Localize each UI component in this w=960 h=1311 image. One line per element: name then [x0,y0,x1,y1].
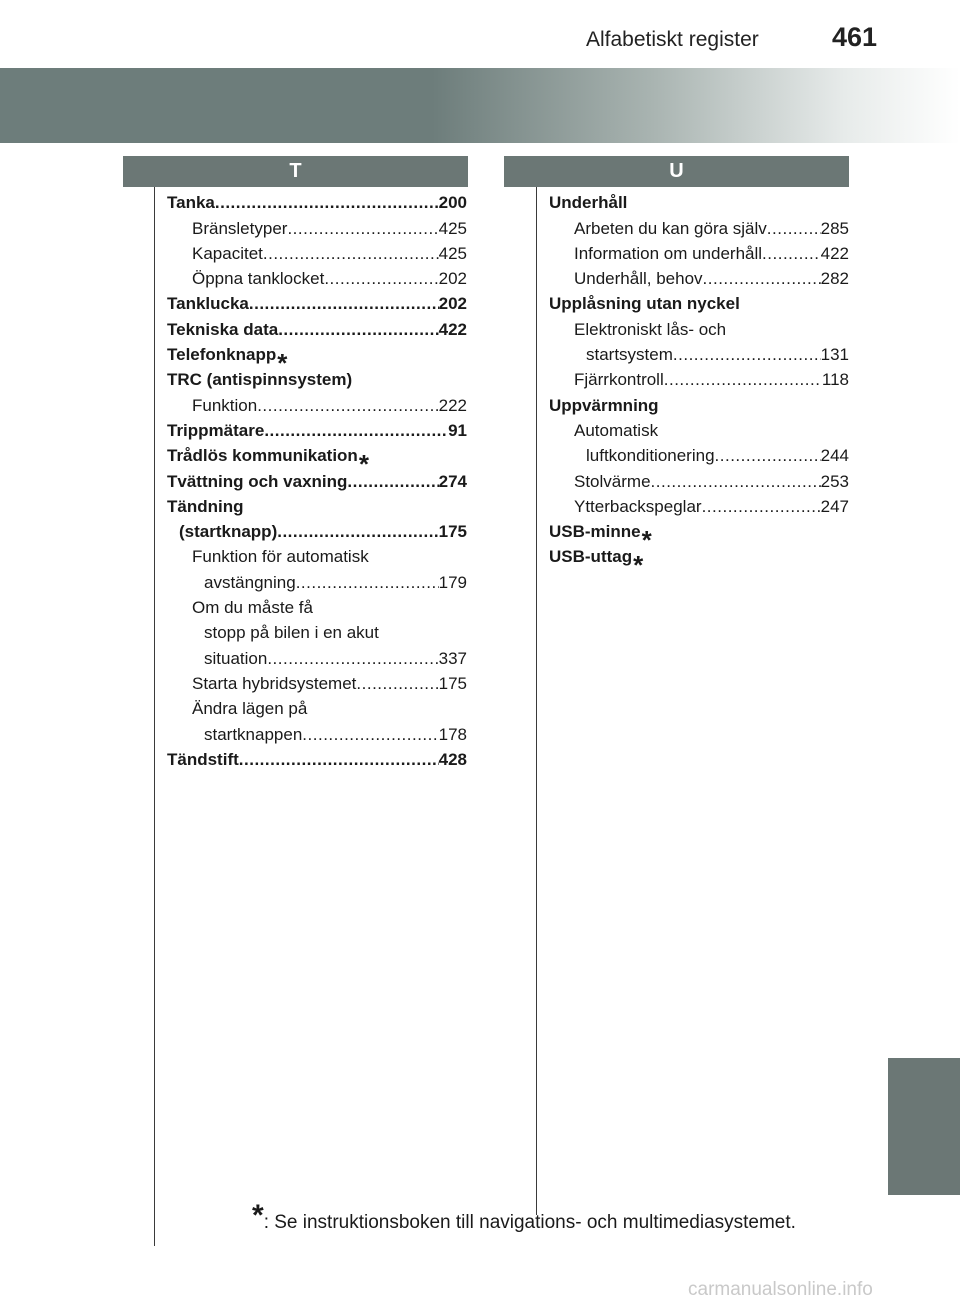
entry-page-number[interactable]: 202 [438,294,467,314]
entry-label: Tändstift [167,749,239,769]
dot-leader [703,266,821,291]
entry-page-number[interactable]: 282 [820,269,849,289]
entry-page-number[interactable]: 200 [438,193,467,213]
entry-label: Om du måste få [192,598,313,618]
entry-page-number[interactable]: 425 [438,218,467,238]
entry-label: Automatisk [574,420,659,440]
index-entry [167,721,467,746]
entry-label: Information om underhåll [574,243,763,263]
entry-label: Underhåll, behov [574,269,703,289]
index-entry [167,696,467,721]
entry-page-number[interactable]: 253 [820,471,849,491]
index-entry [167,367,467,392]
section-heading-u: U [504,156,849,187]
index-entry [167,392,467,417]
index-entry [549,190,849,215]
entry-label: Arbeten du kan göra själv [574,218,767,238]
page-number: 461 [832,22,878,52]
dot-leader [267,646,438,671]
entry-page-number[interactable]: 244 [820,446,849,466]
dot-leader [767,216,821,241]
chapter-thumb-tab [888,1058,960,1195]
dot-leader [263,241,439,266]
entry-page-number[interactable]: 179 [438,572,467,592]
index-entry [167,291,467,316]
entry-label: Underhåll [549,193,628,213]
index-entry [167,316,467,341]
index-entry [549,241,849,266]
index-entry [167,190,467,215]
entry-label: Bränsletyper [192,218,288,238]
dot-leader [257,393,438,418]
entry-label: Tanklucka [167,294,249,314]
index-entry: USB-minne * [549,519,849,544]
entry-label: Stolvärme [574,471,651,491]
entry-page-number[interactable]: 178 [438,724,467,744]
index-entry: Trådlös kommunikation * [167,443,467,468]
entry-page-number[interactable]: 118 [821,370,849,390]
footnote [252,1199,796,1234]
entry-label: luftkonditionering [586,446,715,466]
index-entry [549,316,849,341]
index-entry [167,418,467,443]
index-entry [167,468,467,493]
entry-label: Ytterbackspeglar [574,496,702,516]
section-u [504,156,849,187]
entry-page-number[interactable]: 222 [438,395,467,415]
dot-leader [239,747,439,772]
index-entry [167,266,467,291]
index-entry [167,645,467,670]
entry-page-number[interactable]: 337 [438,648,467,668]
index-list-u [549,190,849,569]
footnote-star: * [252,1199,264,1232]
entry-label: Starta hybridsystemet [192,673,357,693]
entry-page-number[interactable]: 247 [820,496,849,516]
index-entry [167,241,467,266]
index-entry [549,392,849,417]
entry-label: Ändra lägen på [192,699,308,719]
dot-leader [651,469,821,494]
header-banner [0,68,960,143]
index-entry: Telefonknapp * [167,342,467,367]
index-entry [167,671,467,696]
dot-leader [664,367,822,392]
index-entry [549,342,849,367]
entry-label: Tändning [167,496,244,516]
section-t [123,156,468,187]
entry-page-number[interactable]: 91 [448,420,467,440]
dot-leader [296,570,439,595]
dot-leader [347,469,438,494]
entry-page-number[interactable]: 422 [438,319,467,339]
dot-leader [277,519,438,544]
index-entry [167,544,467,569]
dot-leader [215,190,439,215]
dot-leader [264,418,448,443]
entry-label: avstängning [204,572,296,592]
index-entry [549,494,849,519]
entry-page-number[interactable]: 202 [438,269,467,289]
column-rule-middle [536,187,537,1215]
index-entry [167,519,467,544]
entry-label: Trippmätare [167,420,265,440]
watermark-text: carmanualsonline.info [688,1279,873,1300]
section-heading-t: T [123,156,468,187]
index-list-t [167,190,467,772]
dot-leader [715,443,821,468]
entry-label: Trådlös kommunikation [167,446,358,466]
dot-leader [302,722,438,747]
entry-label: Upplåsning utan nyckel [549,294,740,314]
entry-label: Tekniska data [167,319,279,339]
dot-leader [287,216,438,241]
index-entry [549,291,849,316]
entry-page-number[interactable]: 274 [438,471,467,491]
entry-label: stopp på bilen i en akut [204,623,379,643]
index-entry [549,266,849,291]
entry-page-number[interactable]: 422 [820,243,849,263]
entry-label: Funktion [192,395,258,415]
entry-page-number[interactable]: 175 [438,522,467,542]
entry-label: TRC (antispinnsystem) [167,370,353,390]
entry-label: Kapacitet [192,243,263,263]
index-entry [167,215,467,240]
entry-label: Elektroniskt lås- och [574,319,727,339]
entry-label: Uppvärmning [549,395,659,415]
entry-page-number[interactable]: 131 [820,345,849,365]
entry-page-number[interactable]: 428 [438,749,467,769]
column-rule-left [154,187,155,1246]
entry-label: situation [204,648,268,668]
entry-label: Fjärrkontroll [574,370,664,390]
entry-label: Funktion för automatisk [192,547,369,567]
header-title: Alfabetiskt register [586,28,759,51]
dot-leader [278,317,438,342]
entry-label: Öppna tanklocket [192,269,325,289]
index-entry [167,747,467,772]
entry-label: (startknapp) [179,522,278,542]
index-entry [549,215,849,240]
dot-leader [702,494,821,519]
entry-page-number[interactable]: 175 [438,673,467,693]
entry-label: USB-minne [549,522,641,542]
entry-label: startsystem [586,345,673,365]
index-entry [167,569,467,594]
index-entry [167,494,467,519]
footnote-text: : Se instruktionsboken till navigations- och multimediasystemet. [263,1212,796,1233]
index-entry [167,595,467,620]
dot-leader [673,342,821,367]
dot-leader [249,291,439,316]
entry-label: Telefonknapp [167,345,277,365]
dot-leader [324,266,438,291]
index-entry: USB-uttag * [549,544,849,569]
dot-leader [356,671,438,696]
index-entry [167,620,467,645]
entry-page-number[interactable]: 425 [438,243,467,263]
dot-leader [762,241,821,266]
entry-label: startknappen [204,724,303,744]
index-entry [549,418,849,443]
index-entry [549,443,849,468]
entry-label: USB-uttag [549,547,633,567]
index-entry [549,468,849,493]
entry-page-number[interactable]: 285 [820,218,849,238]
entry-label: Tanka [167,193,215,213]
index-entry [549,367,849,392]
entry-label: Tvättning och vaxning [167,471,348,491]
